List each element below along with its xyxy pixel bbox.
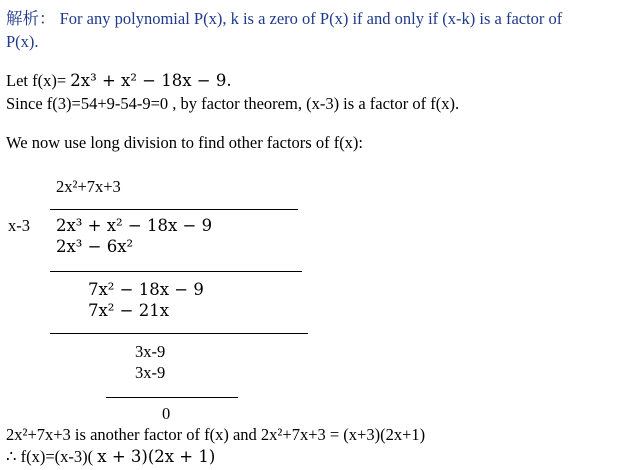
analysis-line-1 xyxy=(6,8,562,30)
division-quotient: 2x²+7x+3 xyxy=(56,177,121,196)
conclusion-prefix: ∴ f(x)=(x-3)( xyxy=(6,447,98,466)
let-statement xyxy=(6,70,232,92)
division-divisor: x-3 xyxy=(8,216,30,235)
long-division-intro: We now use long division to find other factors of f(x): xyxy=(6,133,364,152)
division-remainder-2: 3x-9 xyxy=(135,342,166,361)
division-remainder-1: 7x² − 18x − 9 xyxy=(88,280,204,299)
division-subtract-1: 2x³ − 6x² xyxy=(56,237,134,256)
analysis-line-2: P(x). xyxy=(6,32,39,51)
division-subtract-3: 3x-9 xyxy=(135,363,166,382)
analysis-text-1: For any polynomial P(x), k is a zero of P(x) if and only if (x-k) is a factor of xyxy=(59,9,563,28)
division-rule-2 xyxy=(50,333,308,334)
division-dividend: 2x³ + x² − 18x − 9 xyxy=(56,216,213,235)
division-bar xyxy=(50,209,298,210)
factor-theorem-statement: Since f(3)=54+9-54-9=0 , by factor theorem, (x-3) is a factor of f(x). xyxy=(6,94,460,113)
division-rule-3 xyxy=(106,397,238,398)
let-prefix: Let f(x)= xyxy=(6,71,71,90)
conclusion-line-1: 2x²+7x+3 is another factor of f(x) and 2x²+7x+3 = (x+3)(2x+1) xyxy=(6,425,426,444)
let-expression: 2x³ + x² − 18x − 9. xyxy=(70,71,232,90)
analysis-label: 解析： xyxy=(6,9,56,28)
division-final-remainder: 0 xyxy=(162,404,171,423)
division-subtract-2: 7x² − 21x xyxy=(88,301,170,320)
conclusion-factorization: x + 3)(2x + 1) xyxy=(97,447,216,466)
conclusion-line-2 xyxy=(6,446,215,468)
division-rule-1 xyxy=(50,271,302,272)
